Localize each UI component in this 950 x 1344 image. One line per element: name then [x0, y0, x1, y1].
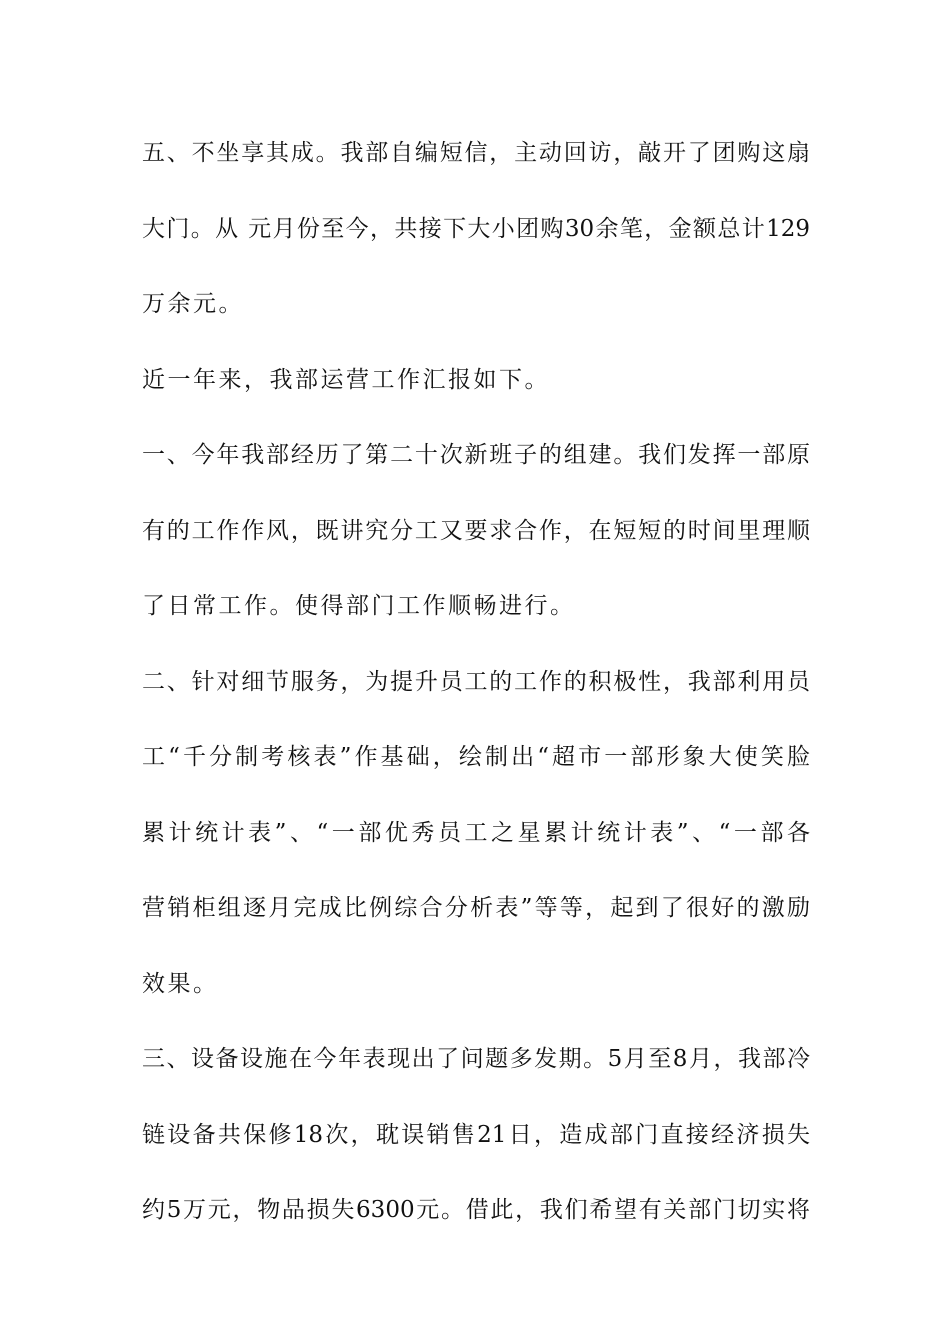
- text-line: 效果。: [142, 970, 219, 997]
- text-line: 近一年来，我部运营工作汇报如下。: [142, 366, 550, 393]
- text-line: 大门。从 元月份至今，共接下大小团购30余笔，金额总计129: [142, 215, 810, 242]
- text-line: 工“千分制考核表”作基础，绘制出“超市一部形象大使笑脸: [142, 744, 810, 770]
- document-body: [142, 130, 810, 1263]
- text-line: 了日常工作。使得部门工作顺畅进行。: [142, 593, 576, 619]
- text-line: 一、今年我部经历了第二十次新班子的组建。我们发挥一部原: [142, 442, 810, 468]
- text-line: 万余元。: [142, 291, 244, 317]
- text-line: 有的工作作风，既讲究分工又要求合作，在短短的时间里理顺: [142, 517, 810, 544]
- text-line: 五、不坐享其成。我部自编短信，主动回访，敲开了团购这扇: [142, 140, 810, 166]
- text-line: 约5万元，物品损失6300元。借此，我们希望有关部门切实将: [142, 1197, 810, 1223]
- text-line: 链设备共保修18次，耽误销售21日，造成部门直接经济损失: [142, 1121, 810, 1148]
- text-line: 累计统计表”、“一部优秀员工之星累计统计表”、“一部各: [142, 819, 810, 846]
- text-line: 三、设备设施在今年表现出了问题多发期。5月至8月，我部冷: [142, 1046, 810, 1072]
- text-line: 二、针对细节服务，为提升员工的工作的积极性，我部利用员: [142, 668, 810, 695]
- text-line: 营销柜组逐月完成比例综合分析表”等等，起到了很好的激励: [142, 895, 810, 921]
